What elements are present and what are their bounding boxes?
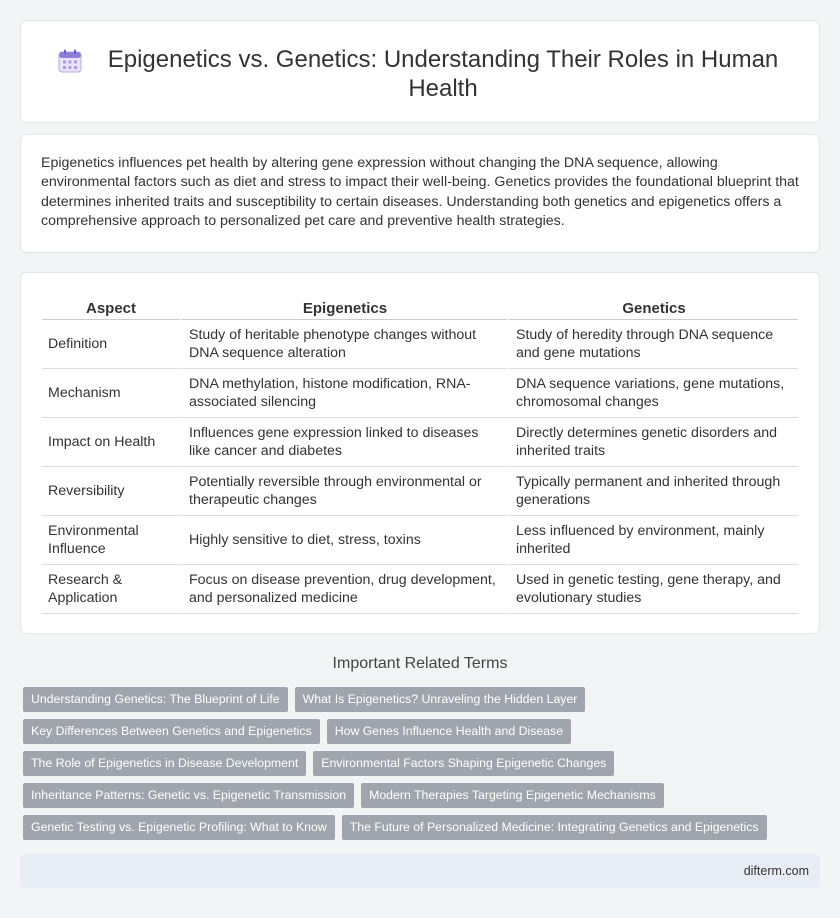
aspect-cell: Research & Application [42, 565, 180, 614]
epigenetics-cell: Study of heritable phenotype changes without DNA sequence alteration [180, 320, 507, 369]
header-aspect: Aspect [42, 297, 180, 320]
table-header-row [42, 297, 798, 320]
related-terms-heading: Important Related Terms [332, 655, 508, 672]
comparison-table [42, 297, 798, 614]
table-row [42, 565, 798, 614]
table-row [42, 418, 798, 467]
epigenetics-cell: Focus on disease prevention, drug development, and personalized medicine [180, 565, 507, 614]
genetics-cell: Directly determines genetic disorders and inherited traits [507, 418, 798, 467]
aspect-cell: Definition [42, 320, 180, 369]
genetics-cell: Used in genetic testing, gene therapy, and evolutionary studies [507, 565, 798, 614]
related-term-link[interactable]: Environmental Factors Shaping Epigenetic Changes [313, 751, 614, 776]
related-term-link[interactable]: Genetic Testing vs. Epigenetic Profiling: What to Know [23, 815, 335, 840]
table-row [42, 516, 798, 565]
aspect-cell: Environmental Influence [42, 516, 180, 565]
genetics-cell: Typically permanent and inherited through generations [507, 467, 798, 516]
genetics-cell: Study of heredity through DNA sequence and gene mutations [507, 320, 798, 369]
intro-text: Epigenetics influences pet health by altering gene expression without changing the DNA sequence, allowing environmental factors such as diet and stress to impact their well-being. Genetics provides the foundational blueprint that determines inherited traits and susceptibility to certain diseases. Understanding both genetics and epigenetics offers a comprehensive approach to personalized pet care and preventive health strategies. [41, 155, 799, 229]
related-term-link[interactable]: Understanding Genetics: The Blueprint of Life [23, 687, 288, 712]
table-row [42, 320, 798, 369]
related-term-link[interactable]: The Role of Epigenetics in Disease Development [23, 751, 306, 776]
related-term-link[interactable]: What Is Epigenetics? Unraveling the Hidden Layer [295, 687, 586, 712]
title-card [20, 20, 820, 123]
related-term-link[interactable]: How Genes Influence Health and Disease [327, 719, 571, 744]
genetics-cell: DNA sequence variations, gene mutations, chromosomal changes [507, 369, 798, 418]
related-term-link[interactable]: Key Differences Between Genetics and Epigenetics [23, 719, 320, 744]
epigenetics-cell: Highly sensitive to diet, stress, toxins [180, 516, 507, 565]
header-genetics: Genetics [507, 297, 798, 320]
calendar-icon [57, 48, 83, 74]
related-term-link[interactable]: Modern Therapies Targeting Epigenetic Mechanisms [361, 783, 664, 808]
table-row [42, 369, 798, 418]
aspect-cell: Reversibility [42, 467, 180, 516]
page-title: Epigenetics vs. Genetics: Understanding Their Roles in Human Health [107, 46, 779, 102]
footer [20, 854, 820, 888]
comparison-card [20, 272, 820, 634]
related-terms-list [23, 687, 783, 847]
epigenetics-cell: Potentially reversible through environmental or therapeutic changes [180, 467, 507, 516]
intro-card [20, 134, 820, 253]
epigenetics-cell: DNA methylation, histone modification, RNA-associated silencing [180, 369, 507, 418]
aspect-cell: Mechanism [42, 369, 180, 418]
header-epigenetics: Epigenetics [180, 297, 507, 320]
epigenetics-cell: Influences gene expression linked to diseases like cancer and diabetes [180, 418, 507, 467]
table-row [42, 467, 798, 516]
genetics-cell: Less influenced by environment, mainly inherited [507, 516, 798, 565]
related-term-link[interactable]: The Future of Personalized Medicine: Integrating Genetics and Epigenetics [342, 815, 767, 840]
aspect-cell: Impact on Health [42, 418, 180, 467]
site-name[interactable]: difterm.com [743, 864, 809, 878]
related-term-link[interactable]: Inheritance Patterns: Genetic vs. Epigenetic Transmission [23, 783, 354, 808]
